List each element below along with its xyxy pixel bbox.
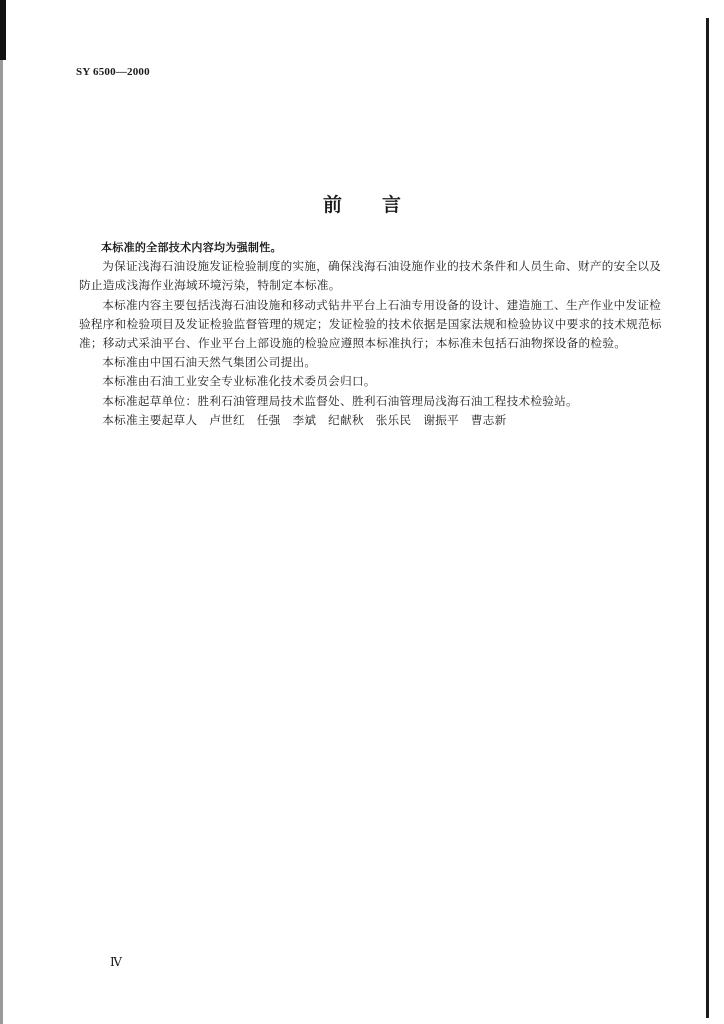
standard-code: SY 6500—2000	[76, 66, 150, 78]
paragraph-drafting-units: 本标准起草单位：胜利石油管理局技术监督处、胜利石油管理局浅海石油工程技术检验站。	[102, 393, 578, 408]
scan-edge-left	[0, 0, 3, 1024]
title-char-1: 前	[322, 194, 342, 216]
scan-edge-left-mark	[0, 0, 6, 60]
scan-edge-right	[706, 18, 709, 1018]
paragraph-drafters: 本标准主要起草人 卢世红 任强 李斌 纪献秋 张乐民 谢振平 曹志新	[102, 412, 507, 427]
paragraph-mandatory-statement: 本标准的全部技术内容均为强制性。	[101, 241, 282, 254]
page-title	[0, 190, 724, 217]
paragraph-scope: 本标准内容主要包括浅海石油设施和移动式钻井平台上石油专用设备的设计、建造施工、生产作业中发证检验程序和检验项目及发证检验监督管理的规定；发证检验的技术依据是国家法规和检验协议中要求的技术规范标准；移动式采油平台、作业平台上部设施的检验应遵照本标准执行；本标准未包括石油物探设备的检验。	[79, 297, 662, 351]
paragraph-purpose: 为保证浅海石油设施发证检验制度的实施，确保浅海石油设施作业的技术条件和人员生命、财产的安全以及防止造成浅海作业海域环境污染，特制定本标准。	[79, 259, 662, 293]
title-char-2: 言	[382, 194, 402, 216]
paragraph-administered-by: 本标准由石油工业安全专业标准化技术委员会归口。	[102, 374, 376, 389]
page-number: Ⅳ	[110, 955, 122, 969]
foreword-body	[79, 238, 667, 430]
paragraph-proposed-by: 本标准由中国石油天然气集团公司提出。	[102, 355, 317, 370]
